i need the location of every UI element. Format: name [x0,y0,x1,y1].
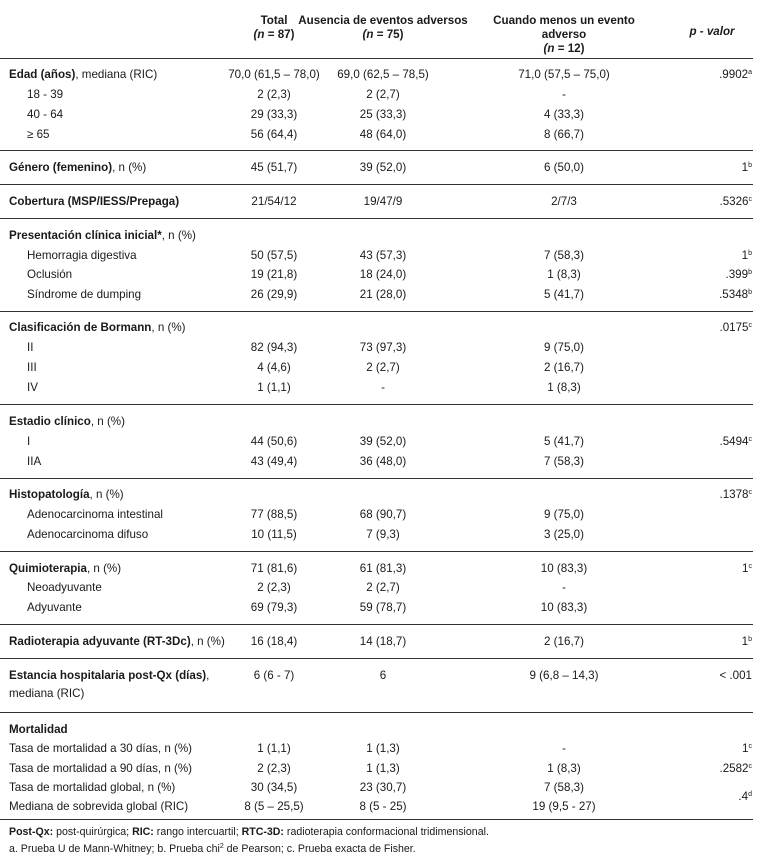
col-header-sin-eventos: Ausencia de eventos adversos (n = 75) [298,14,468,41]
row-label-mglobal: Tasa de mortalidad global, n (%) [9,781,176,794]
footnote-abbreviations: Post-Qx: post-quirúrgica; RIC: rango intercuartil; RTC-3D: radioterapia conformacional tridimensional. [9,826,489,838]
cell: 10 (83,3) [540,601,588,614]
rule [0,184,753,185]
cell-p: 1$^c$ [742,742,752,755]
cell-p: 1$^b$ [741,161,752,174]
cell: 10 (83,3) [540,562,588,575]
row-label-m90: Tasa de mortalidad a 90 días, n (%) [9,762,193,775]
cell-edad-total: 70,0 (61,5 – 78,0) [228,68,320,81]
cell: 10 (11,5) [251,528,297,541]
cell: 19 (21,8) [250,268,298,281]
cell: 8 (5 – 25,5) [244,800,304,813]
cell: - [562,88,566,101]
col-header-total: Total (n = 87) [253,14,295,41]
cell: 59 (78,7) [359,601,407,614]
cell: 5 (41,7) [544,288,584,301]
cell: 73 (97,3) [359,341,407,354]
cell: - [381,381,385,394]
cell: 2 (2,3) [257,581,291,594]
cell-p: .1378$^c$ [719,488,752,501]
cell: 50 (57,5) [250,249,298,262]
cell: 45 (51,7) [250,161,298,174]
cell-p: .4$^d$ [738,790,752,803]
cell: 6 (50,0) [544,161,584,174]
cell-p: .399$^b$ [725,268,752,281]
cell: 21/54/12 [251,195,297,208]
cell: 71 (81,6) [250,562,298,575]
cell: 4 (33,3) [544,108,584,121]
cell-p: 1$^b$ [741,635,752,648]
cell: 7 (9,3) [366,528,400,541]
cell: 29 (33,3) [250,108,298,121]
cell: 23 (30,7) [359,781,407,794]
cell: 2 (16,7) [544,361,584,374]
cell-edad-sin: 69,0 (62,5 – 78,5) [337,68,429,81]
row-label-h2: Adenocarcinoma difuso [27,528,149,541]
cell: 19/47/9 [363,195,403,208]
cell-p: 1$^b$ [741,249,752,262]
cell: 6 [379,669,387,682]
row-label-genero: Género (femenino), n (%) [9,161,147,174]
rule [0,658,753,659]
cell: 21 (28,0) [359,288,407,301]
row-label-edad: Edad (años), mediana (RIC) [9,68,158,81]
row-label-e2: IIA [27,455,42,468]
cell-p: .0175$^c$ [719,321,752,334]
row-label-edad-40-64: 40 - 64 [27,108,64,121]
cell: 82 (94,3) [250,341,298,354]
row-label-msobrevida: Mediana de sobrevida global (RIC) [9,800,189,813]
cell: - [562,742,566,755]
cell: 48 (64,0) [359,128,407,141]
row-label-dumping: Síndrome de dumping [27,288,142,301]
row-label-b3: III [27,361,37,374]
cell: 6 (6 - 7) [253,669,295,682]
row-label-q2: Adyuvante [27,601,82,614]
row-label-edad-65: ≥ 65 [27,128,50,141]
cell: 39 (52,0) [359,435,407,448]
row-label-oclusion: Oclusión [27,268,73,281]
cell: 44 (50,6) [250,435,298,448]
cell: 2 (2,3) [257,88,291,101]
row-label-b2: II [27,341,34,354]
footnote-tests: a. Prueba U de Mann-Whitney; b. Prueba chi$^2$ de Pearson; c. Prueba exacta de Fisher. [9,843,416,855]
cell: 18 (24,0) [359,268,407,281]
cell: 9 (75,0) [544,341,584,354]
row-label-estadio: Estadio clínico, n (%) [9,415,125,428]
row-label-e1: I [27,435,31,448]
cell: 1 (1,3) [366,742,400,755]
cell: 19 (9,5 - 27) [532,800,596,813]
cell: 7 (58,3) [544,781,584,794]
rule [0,218,753,219]
rule [0,712,753,713]
row-label-b4: IV [27,381,38,394]
cell: 2 (16,7) [544,635,584,648]
row-label-estancia: Estancia hospitalaria post-Qx (días), [9,669,210,682]
rule [0,624,753,625]
cell: - [562,581,566,594]
cell-p: < .001 [719,669,752,682]
cell: 68 (90,7) [359,508,407,521]
cell: 43 (49,4) [250,455,298,468]
header-rule [0,58,753,59]
cell: 4 (4,6) [257,361,291,374]
cell: 1 (1,3) [366,762,400,775]
cell: 2 (2,3) [257,762,291,775]
cell: 69 (79,3) [250,601,298,614]
row-label-radio: Radioterapia adyuvante (RT-3Dc), n (%) [9,635,225,648]
cell: 36 (48,0) [359,455,407,468]
cell: 5 (41,7) [544,435,584,448]
row-label-quimio: Quimioterapia, n (%) [9,562,122,575]
cell-p: .5348$^b$ [719,288,752,301]
row-label-cobertura: Cobertura (MSP/IESS/Prepaga) [9,195,180,208]
row-label-bormann: Clasificación de Bormann, n (%) [9,321,186,334]
cell-p: .2582$^c$ [719,762,752,775]
cell: 26 (29,9) [250,288,298,301]
cell: 39 (52,0) [359,161,407,174]
rule [0,311,753,312]
cell: 7 (58,3) [544,249,584,262]
row-label-m30: Tasa de mortalidad a 30 días, n (%) [9,742,193,755]
cell: 61 (81,3) [359,562,407,575]
col-header-con-evento: Cuando menos un evento adverso (n = 12) [493,14,635,55]
cell: 2/7/3 [551,195,577,208]
rule [0,478,753,479]
row-label-histo: Histopatología, n (%) [9,488,124,501]
cell: 9 (6,8 – 14,3) [529,669,599,682]
cell: 7 (58,3) [544,455,584,468]
row-label-hemorragia: Hemorragia digestiva [27,249,137,262]
cell: 30 (34,5) [250,781,298,794]
cell: 16 (18,4) [250,635,298,648]
cell: 8 (5 - 25) [359,800,407,813]
cell: 2 (2,7) [366,581,400,594]
cell: 8 (66,7) [544,128,584,141]
cell: 2 (2,7) [366,361,400,374]
cell-edad-p: .9902$^a$ [719,68,752,81]
cell: 2 (2,7) [366,88,400,101]
row-label-estancia-2: mediana (RIC) [9,687,85,700]
cell: 56 (64,4) [250,128,298,141]
row-label-mortalidad: Mortalidad [9,723,68,736]
cell-p: .5326$^c$ [719,195,752,208]
cell: 1 (1,1) [257,742,291,755]
cell: 1 (8,3) [547,381,581,394]
row-label-presentacion: Presentación clínica inicial*, n (%) [9,229,196,242]
cell: 43 (57,3) [359,249,407,262]
cell: 77 (88,5) [250,508,298,521]
row-label-q1: Neoadyuvante [27,581,102,594]
cell: 14 (18,7) [359,635,407,648]
cell: 3 (25,0) [544,528,584,541]
bottom-rule [0,819,753,820]
cell-p: .5494$^c$ [719,435,752,448]
rule [0,150,753,151]
col-header-p-valor: p - valor [689,25,735,38]
cell: 1 (8,3) [547,762,581,775]
cell-p: 1$^c$ [742,562,752,575]
rule [0,551,753,552]
cell: 9 (75,0) [544,508,584,521]
cell-edad-con: 71,0 (57,5 – 75,0) [518,68,610,81]
row-label-h1: Adenocarcinoma intestinal [27,508,163,521]
cell: 25 (33,3) [359,108,407,121]
rule [0,404,753,405]
cell: 1 (1,1) [257,381,291,394]
row-label-edad-18-39: 18 - 39 [27,88,64,101]
cell: 1 (8,3) [547,268,581,281]
